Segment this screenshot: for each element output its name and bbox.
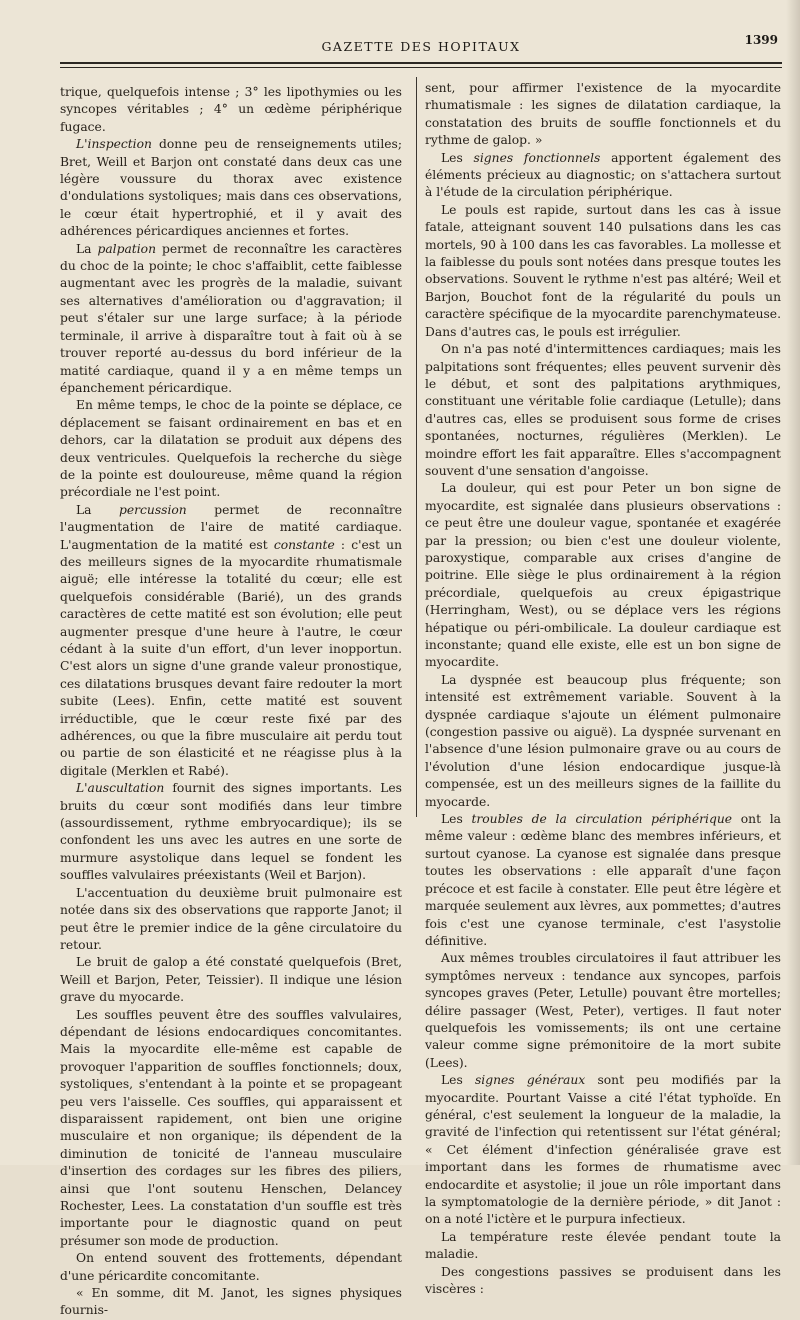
text-run: trique, quelquefois intense ; 3° les lipothymies ou les syncopes véritables ; 4° un œdème périphérique fugace. [60,85,402,134]
text-run: Les [441,812,472,827]
text-run: Aux mêmes troubles circulatoires il faut attribuer les symptômes nerveux : tendance aux syncopes, parfois syncopes graves (Peter, Letulle) pouvant être mortelles; délire passager (West, Peter), vertiges. Il faut noter quelquefois les vomissements; ils ont une certaine valeur comme signe prémonitoire de la mort subite (Lees). [425,951,781,1070]
text-run: sent, pour affirmer l'existence de la myocardite rhumatismale : les signes de dilatation cardiaque, la constatation des bruits de souffle fonctionnels et du rythme de galop. » [425,81,781,148]
italic-term: palpation [97,241,156,256]
text-run: On n'a pas noté d'intermittences cardiaques; mais les palpitations sont fréquentes; elles peuvent survenir dès le début, et sont des palpitations arythmiques, constituant une véritable folie cardiaque (Letulle); dans d'autres cas, elles se produisent sous forme de crises spontanées, nocturnes, régulières (Merklen). Le moindre effort les fait apparaître. Elles s'accompagnent souvent d'une sensation d'angoisse. [425,342,781,478]
paragraph [425,202,781,341]
paragraph [425,1229,781,1264]
text-run: Des congestions passives se produisent dans les viscères : [425,1264,781,1297]
paragraph [60,954,402,1006]
paragraph [425,672,781,811]
text-run: permet de reconnaître les caractères du choc de la pointe; le choc s'affaiblit, cette faiblesse augmentant avec les progrès de la maladie, suivant ses alternatives d'amélioration ou d'aggravation; il peut s'étaler sur une large surface; à la période terminale, il arrive à disparaître tout à fait où à se trouver reporté au-dessus du bord inférieur de la matité cardiaque, quand il y a en même temps un épanchement péricardique. [60,241,402,395]
paragraph [60,84,402,136]
paragraph [60,397,402,501]
journal-title: GAZETTE DES HOPITAUX [321,39,521,54]
text-run: donne peu de renseignements utiles; Bret, Weill et Barjon ont constaté dans deux cas une légère voussure du thorax avec existence d'ondulations systoliques; mais dans ces observations, le cœur était hypertrophié, et il y avait des adhérences péricardiques anciennes et fortes. [60,137,402,239]
text-run: On entend souvent des frottements, dépendant d'une péricardite concomitante. [60,1251,402,1283]
italic-term: signes fonctionnels [473,150,601,165]
paragraph [425,341,781,480]
paragraph [425,150,781,202]
paragraph [425,480,781,671]
text-run: L'accentuation du deuxième bruit pulmonaire est notée dans six des observations que rapporte Janot; il peut être le premier indice de la gêne circulatoire du retour. [60,885,402,952]
text-run: La [76,502,120,517]
paragraph [60,885,402,955]
paragraph [60,136,402,240]
text-run: La dyspnée est beaucoup plus fréquente; son intensité est extrêmement variable. Souvent à la dyspnée cardiaque s'ajoute un élément pulmonaire (congestion passive ou aiguë). La dyspnée survenant en l'absence d'une lésion pulmonaire grave ou au cours de l'évolution d'une lésion endocardique jusque-là compensée, est un des meilleurs signes de la faillite du myocarde. [425,672,781,809]
italic-term: percussion [119,502,187,517]
text-run: : c'est un des meilleurs signes de la myocardite rhumatismale aiguë; elle intéresse la totalité du cœur; elle est quelquefois considérable (Barié), un des grands caractères de cette matité est son évolution; elle peut augmenter presque d'une heure à l'autre, le cœur cédant à la suite d'un effort, d'un lever inopportun. C'est alors un signe d'une grande valeur pronostique, ces dilatations brusques devant faire redouter la mort subite (Lees). Enfin, cette matité est souvent irréductible, que le cœur reste fixé par des adhérences, ou que la fibre musculaire ait perdu tout ou partie de son élasticité et ne réagisse plus à la digitale (Merklen et Rabé). [60,537,402,778]
text-run: Les souffles peuvent être des souffles valvulaires, dépendant de lésions endocardiques concomitantes. Mais la myocardite elle-même est capable de provoquer l'apparition de souffles fonctionnels; doux, systoliques, s'entendant à la pointe et se propageant peu vers l'aisselle. Ces souffles, qui apparaissent et disparaissent rapidement, ont bien une origine musculaire et non organique; ils dépendent de la diminution de tonicité de l'anneau musculaire d'insertion des cordages sur les fibres des piliers, ainsi que l'ont soutenu Henschen, Delancey Rochester, Lees. La constatation d'un souffle est très importante pour le diagnostic quand on peut présumer son mode de production. [60,1007,402,1248]
text-run: ont la même valeur : œdème blanc des membres inférieurs, et surtout cyanose. La cyanose est signalée dans presque toutes les observations : elle apparaît d'une façon précoce et est facile à constater. Elle peut être légère et marquée seulement aux lèvres, aux pommettes; d'autres fois c'est une cyanose terminale, c'est l'asystolie définitive. [425,812,781,948]
text-run: La [76,241,98,256]
paragraph [425,1072,781,1229]
header-rule-thick [60,62,782,64]
text-run: sont peu modifiés par la myocardite. Pourtant Vaisse a cité l'état typhoïde. En général, c'est seulement la longueur de la maladie, la gravité de l'infection qui retentissent sur l'état général; « Cet élément d'infection généralisée grave est important dans les formes de rhumatisme avec endocardite et asystolie; il joue un rôle important dans la symptomatologie de la dernière période, » dit Janot : on a noté l'ictère et le purpura infectieux. [425,1073,781,1227]
paragraph [60,1285,402,1320]
paragraph [60,241,402,398]
text-run: La température reste élevée pendant toute la maladie. [425,1229,781,1262]
paragraph [425,1264,781,1299]
italic-term: troubles de la circulation périphérique [471,812,733,827]
scan-edge-shadow [786,0,800,1165]
paragraph [60,1250,402,1285]
left-column [60,84,402,1320]
right-column [425,80,781,1298]
text-run: La douleur, qui est pour Peter un bon signe de myocardite, est signalée dans plusieurs observations : ce peut être une douleur vague, spontanée et exagérée par la pression; ou bien c'est une douleur violente, paroxystique, comparable aux crises d'angine de poitrine. Elle siège le plus ordinairement à la région précordiale, quelquefois au creux épigastrique (Herringham, West), ou se déplace vers les régions hépatique ou péri-ombilicale. La douleur cardiaque est inconstante; quand elle existe, elle est un bon signe de myocardite. [425,481,781,670]
text-run: En même temps, le choc de la pointe se déplace, ce déplacement se faisant ordinairement en bas et en dehors, car la dilatation se produit aux dépens des deux ventricules. Quelquefois la recherche du siège de la pointe est douloureuse, même quand la région précordiale ne l'est point. [60,398,402,500]
column-divider [416,77,417,817]
text-run: apportent également des éléments précieux au diagnostic; on s'attachera surtout à l'étude de la circulation périphérique. [425,150,781,200]
text-run: fournit des signes importants. Les bruits du cœur sont modifiés dans leur timbre (assourdissement, rythme embryocardique); ils se confondent les uns avec les autres en une sorte de murmure asystolique dans lequel se fondent les souffles valvulaires préexistants (Weil et Barjon). [60,781,402,883]
paragraph [425,950,781,1072]
text-run: « En somme, dit M. Janot, les signes physiques fournis- [60,1286,402,1318]
paragraph [425,811,781,950]
text-run: Les [441,1073,475,1088]
italic-term: signes généraux [474,1073,586,1088]
text-run: Le pouls est rapide, surtout dans les cas à issue fatale, atteignant souvent 140 pulsations dans les cas mortels, 90 à 100 dans les cas favorables. La mollesse et la faiblesse du pouls sont notées dans presque toutes les observations. Souvent le rythme n'est pas altéré; Weil et Barjon, Bouchot font de la régularité du pouls un caractère spécifique de la myocardite parenchymateuse. Dans d'autres cas, le pouls est irrégulier. [425,202,781,339]
page-header [60,30,782,60]
text-run: permet de reconnaître l'augmentation de l'aire de matité cardiaque. L'augmentation de la matité est [60,502,402,552]
paragraph [60,780,402,884]
paragraph [60,1007,402,1251]
italic-term: L'inspection [76,137,152,152]
header-rule-thin [60,67,782,68]
paragraph [60,502,402,781]
page-number: 1399 [744,33,778,47]
italic-term: constante [273,537,335,552]
text-run: Les [441,150,474,165]
italic-term: L'auscultation [76,781,165,796]
text-run: Le bruit de galop a été constaté quelquefois (Bret, Weill et Barjon, Peter, Teissier). Il indique une lésion grave du myocarde. [60,955,402,1005]
paragraph [425,80,781,150]
